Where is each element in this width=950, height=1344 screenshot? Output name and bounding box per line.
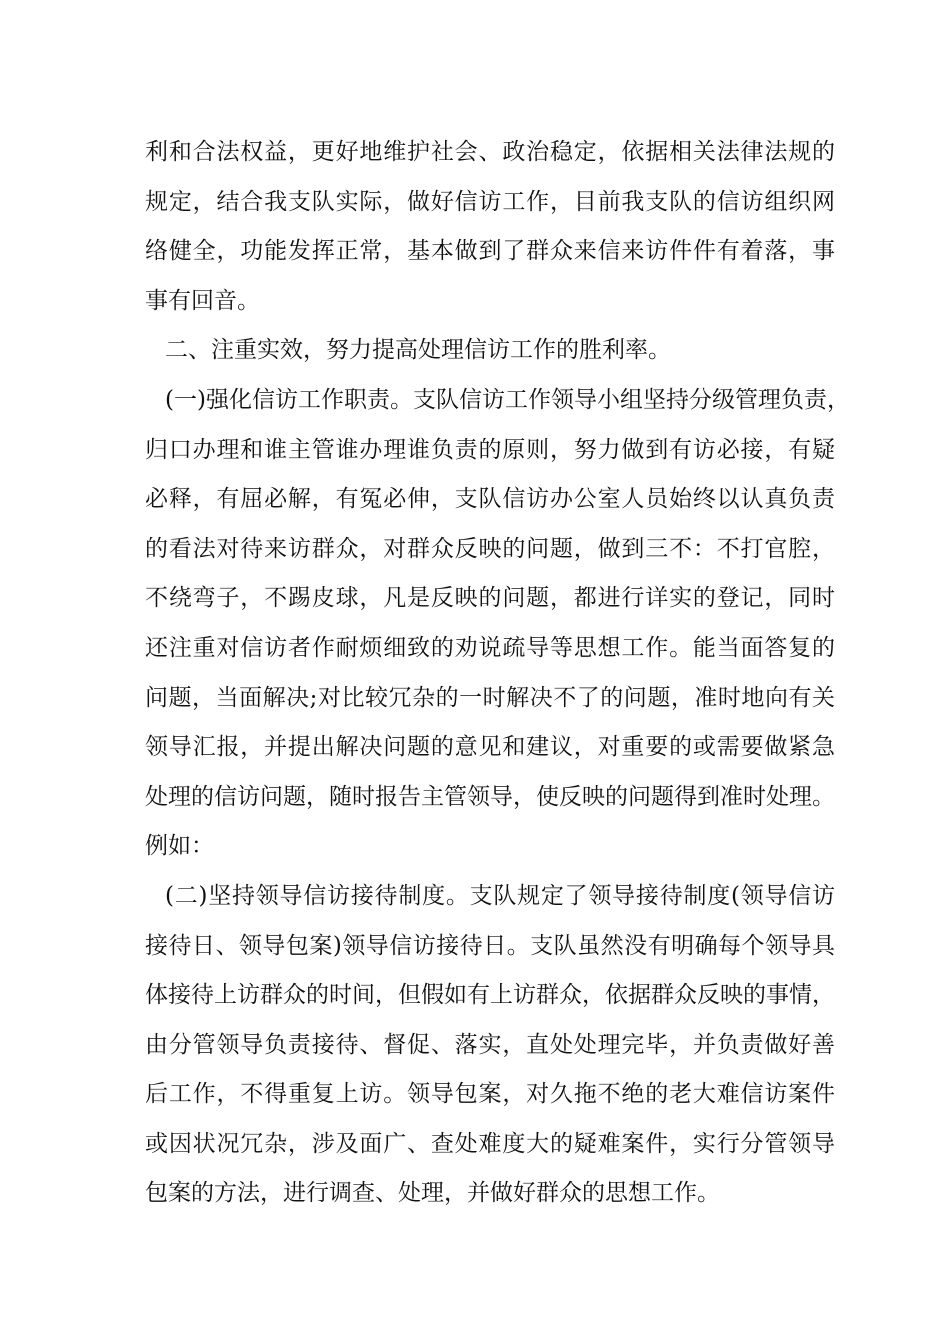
text-line: 体接待上访群众的时间，但假如有上访群众，依据群众反映的事情， [145, 982, 835, 1009]
text-line: 例如： [145, 833, 214, 860]
text-line: 还注重对信访者作耐烦细致的劝说疏导等思想工作。能当面答复的 [145, 634, 835, 661]
text-line: 领导汇报，并提出解决问题的意见和建议，对重要的或需要做紧急 [145, 734, 835, 761]
text-line: 由分管领导负责接待、督促、落实，直处处理完毕，并负责做好善 [145, 1031, 835, 1058]
body-text [145, 128, 850, 1219]
text-line: 必释，有屈必解，有冤必伸，支队信访办公室人员始终以认真负责 [145, 486, 835, 513]
text-line: 规定，结合我支队实际，做好信访工作，目前我支队的信访组织网 [145, 188, 835, 215]
text-line: 或因状况冗杂，涉及面广、查处难度大的疑难案件，实行分管领导 [145, 1130, 835, 1157]
text-line: 包案的方法，进行调查、处理，并做好群众的思想工作。 [145, 1180, 720, 1207]
text-line: 利和合法权益，更好地维护社会、政治稳定，依据相关法律法规的 [145, 139, 835, 165]
text-line: 二、注重实效，努力提高处理信访工作的胜利率。 [165, 337, 671, 364]
paragraph-p1-continuation [145, 128, 835, 326]
text-line: 问题，当面解决;对比较冗杂的一时解决不了的问题，准时地向有关 [145, 684, 835, 711]
text-line: 归口办理和谁主管谁办理谁负责的原则，努力做到有访必接，有疑 [145, 436, 835, 463]
text-line: 接待日、领导包案)领导信访接待日。支队虽然没有明确每个领导具 [145, 932, 835, 959]
text-line: (一)强化信访工作职责。支队信访工作领导小组坚持分级管理负责， [165, 386, 850, 413]
text-line: 络健全，功能发挥正常，基本做到了群众来信来访件件有着落，事 [145, 238, 835, 265]
paragraph-p-section-2 [145, 872, 835, 1219]
text-line: 处理的信访问题，随时报告主管领导，使反映的问题得到准时处理。 [145, 783, 835, 810]
text-line: (二)坚持领导信访接待制度。支队规定了领导接待制度(领导信访 [165, 882, 835, 909]
paragraph-p-section-1 [145, 376, 850, 872]
text-line: 的看法对待来访群众，对群众反映的问题，做到三不：不打官腔， [145, 535, 835, 562]
text-line: 事有回音。 [145, 287, 260, 314]
paragraph-heading-2 [145, 326, 835, 376]
text-line: 不绕弯子，不踢皮球，凡是反映的问题，都进行详实的登记，同时 [145, 585, 835, 612]
text-line: 后工作，不得重复上访。领导包案，对久拖不绝的老大难信访案件 [145, 1081, 835, 1108]
